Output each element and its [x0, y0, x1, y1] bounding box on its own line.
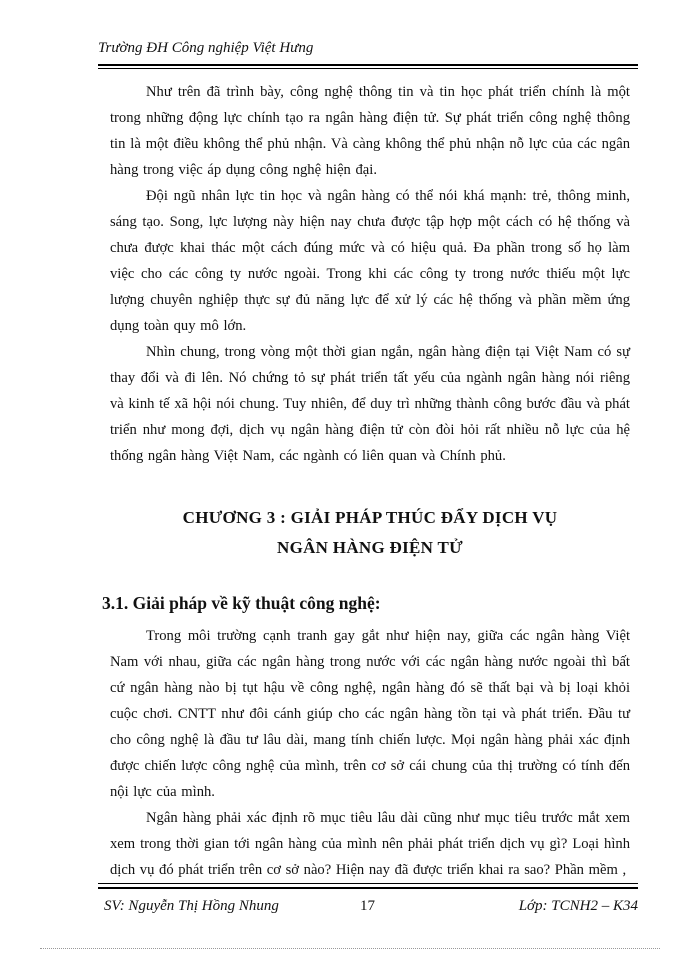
chapter-title	[110, 503, 630, 563]
page-content	[102, 79, 630, 883]
footer-page-number: 17	[360, 898, 375, 914]
paragraph-intro-2: Đội ngũ nhân lực tin học và ngân hàng có thể nói khá mạnh: trẻ, thông minh, sáng tạo. Song, lực lượng này hiện nay chưa được tập hợp một cách có hệ thống và chưa được khai thác một cách đúng mức và có hiệu quả. Đa phần trong số họ làm việc cho các công ty nước ngoài. Trong khi các công ty trong nước thiếu một lực lượng chuyên nghiệp thực sự đủ năng lực để xử lý các hệ thống và phần mềm ứng dụng toàn quy mô lớn.	[110, 188, 630, 334]
chapter-title-line-1: CHƯƠNG 3 : GIẢI PHÁP THÚC ĐẨY DỊCH VỤ	[182, 508, 558, 527]
footer-rule	[98, 887, 638, 889]
section-heading: 3.1. Giải pháp về kỹ thuật công nghệ:	[102, 593, 381, 613]
footer-rule-thin	[98, 883, 638, 884]
chapter-title-line-2: NGÂN HÀNG ĐIỆN TỬ	[277, 538, 463, 557]
footer-class-label: Lớp: TCNH2 – K34	[518, 898, 638, 914]
page-footer	[104, 898, 638, 920]
page-bottom-border	[40, 948, 660, 949]
header-rule-thin	[98, 68, 638, 69]
paragraph-section-2: Ngân hàng phải xác định rõ mục tiêu lâu dài cũng như mục tiêu trước mắt xem xem trong thời gian tới ngân hàng của mình nên phải phát triển dịch vụ gì? Loại hình dịch vụ đó phát triển trên cơ sở nào? Hiện nay đã được triển khai ra sao? Phần mềm ,	[110, 810, 630, 878]
header-rule	[98, 64, 638, 66]
paragraph-section-1: Trong môi trường cạnh tranh gay gắt như hiện nay, giữa các ngân hàng Việt Nam với nhau, giữa các ngân hàng trong nước với các ngân hàng nước ngoài thì bất cứ ngân hàng nào bị tụt hậu về công nghệ, ngân hàng đó sẽ thất bại và bị loại khỏi cuộc chơi. CNTT như đôi cánh giúp cho các ngân hàng tồn tại và phát triển. Đầu tư cho công nghệ là đầu tư lâu dài, mang tính chiến lược. Mọi ngân hàng phải xác định được chiến lược công nghệ của mình, trên cơ sở cái chung của thị trường có tính đến nội lực của mình.	[110, 628, 630, 800]
paragraph-intro-1: Như trên đã trình bày, công nghệ thông tin và tin học phát triển chính là một trong những động lực chính tạo ra ngân hàng điện tử. Sự phát triển công nghệ thông tin là một điều không thể phủ nhận. Và càng không thể phủ nhận nỗ lực của các ngân hàng trong việc áp dụng công nghệ hiện đại.	[110, 84, 630, 178]
footer-student-name: SV: Nguyễn Thị Hồng Nhung	[104, 898, 279, 914]
paragraph-intro-3: Nhìn chung, trong vòng một thời gian ngắn, ngân hàng điện tại Việt Nam có sự thay đổi và đi lên. Nó chứng tỏ sự phát triển tất yếu của ngành ngân hàng nói riêng và kinh tế xã hội nói chung. Tuy nhiên, để duy trì những thành công bước đầu và phát triển như mong đợi, dịch vụ ngân hàng điện tử còn đòi hỏi rất nhiều nỗ lực của hệ thống ngân hàng Việt Nam, các ngành có liên quan và Chính phủ.	[110, 344, 630, 464]
page-header: Trường ĐH Công nghiệp Việt Hưng	[98, 40, 314, 56]
